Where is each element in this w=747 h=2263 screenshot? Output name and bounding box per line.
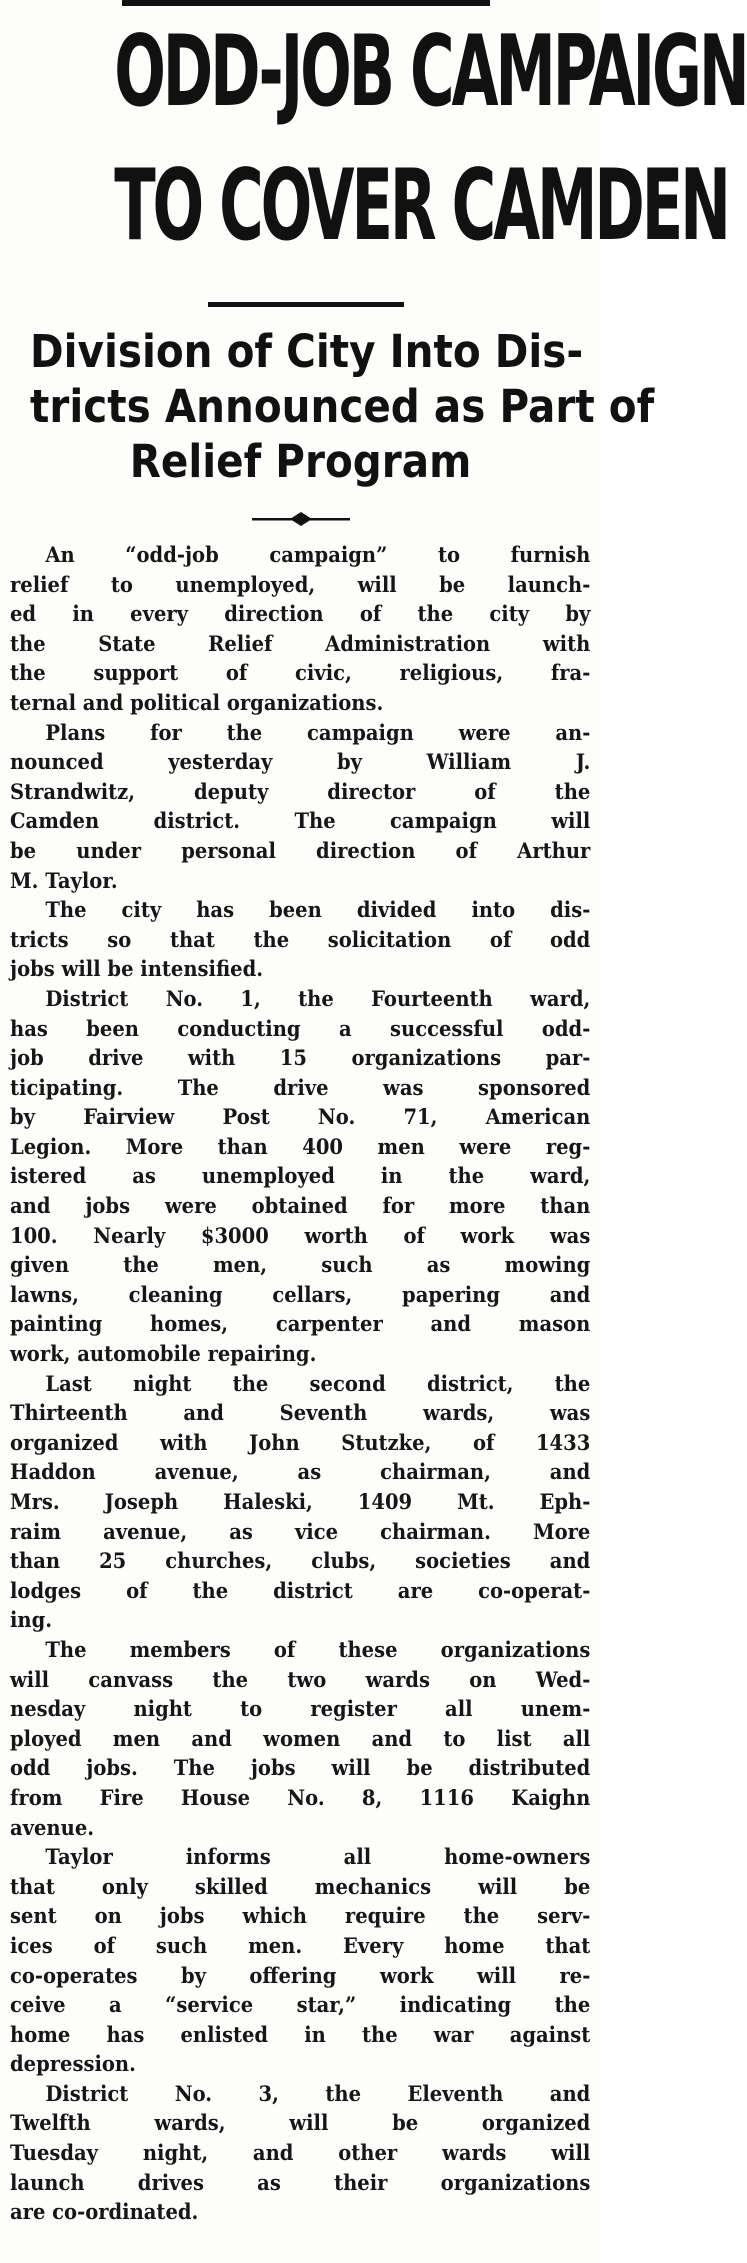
article-line: lodges of the district are co-operat- <box>10 1577 591 1603</box>
article-line: ployed men and women and to list all <box>10 1725 591 1751</box>
article-line: The city has been divided into dis- <box>45 897 591 923</box>
article-paragraph <box>10 1635 590 1842</box>
article-paragraph <box>10 1369 590 1635</box>
headline-divider-rule <box>208 302 404 307</box>
article-line: Strandwitz, deputy director of the <box>10 778 591 804</box>
article-line: than 25 churches, clubs, societies and <box>10 1548 591 1574</box>
headline-line-1: ODD-JOB CAMPAIGN <box>114 15 747 129</box>
article-line: depression. <box>10 2051 136 2077</box>
article-line: The members of these organizations <box>45 1636 591 1662</box>
article-line: istered as unemployed in the ward, <box>10 1163 591 1189</box>
article-line: relief to unemployed, will be launch- <box>10 571 591 597</box>
article-line: ing. <box>10 1607 53 1633</box>
article-line: avenue. <box>10 1814 95 1840</box>
article-line: 100. Nearly $3000 worth of work was <box>10 1222 591 1248</box>
article-line: Mrs. Joseph Haleski, 1409 Mt. Eph- <box>10 1489 591 1514</box>
article-line: Legion. More than 400 men were reg- <box>10 1133 591 1159</box>
article-line: the State Relief Administration with <box>10 630 591 656</box>
article-line: from Fire House No. 8, 1116 Kaighn <box>10 1784 591 1810</box>
headline-line-2: TO COVER CAMDEN <box>114 149 728 263</box>
article-paragraph <box>10 718 590 896</box>
article-line: co-operates by offering work will re- <box>10 1962 591 1988</box>
article-line: ticipating. The drive was sponsored <box>10 1074 591 1100</box>
article-paragraph <box>10 984 590 1369</box>
article-line: ternal and political organizations. <box>10 689 384 715</box>
article-paragraph <box>10 1842 590 2079</box>
article-line: organized with John Stutzke, of 1433 <box>10 1429 591 1455</box>
article-line: ceive a “service star,” indicating the <box>10 1992 591 2018</box>
article-line: Taylor informs all home-owners <box>45 1844 591 1870</box>
article-line: are co-ordinated. <box>10 2199 199 2225</box>
article-line: Camden district. The campaign will <box>10 808 591 834</box>
article-line: that only skilled mechanics will be <box>10 1873 591 1899</box>
article-line: home has enlisted in the war against <box>10 2021 591 2047</box>
top-rule <box>122 0 490 6</box>
article-line: the support of civic, religious, fra- <box>10 660 591 686</box>
article-line: Tuesday night, and other wards will <box>10 2140 591 2166</box>
article-line: lawns, cleaning cellars, papering and <box>10 1281 591 1307</box>
article-line: M. Taylor. <box>10 867 118 893</box>
article-line: nounced yesterday by William J. <box>10 749 591 775</box>
article-line: odd jobs. The jobs will be distributed <box>10 1755 591 1781</box>
article-line: Plans for the campaign were an- <box>45 719 591 745</box>
article-line: work, automobile repairing. <box>10 1341 317 1367</box>
subheadline <box>0 324 655 489</box>
subheadline-line-3: Relief Program <box>129 435 472 488</box>
subheadline-line-1: Division of City Into Dis- <box>30 325 584 378</box>
article-line: launch drives as their organizations <box>10 2169 591 2195</box>
article-line: ed in every direction of the city by <box>10 601 591 627</box>
article-line: District No. 3, the Eleventh and <box>45 2080 591 2106</box>
article-line: given the men, such as mowing <box>10 1252 591 1278</box>
article-line: by Fairview Post No. 71, American <box>10 1104 591 1130</box>
dash-diamond-ornament-icon <box>252 512 350 526</box>
article-line: and jobs were obtained for more than <box>10 1193 591 1219</box>
article-line: jobs will be intensified. <box>10 956 264 982</box>
article-paragraph <box>10 540 590 718</box>
article-line: sent on jobs which require the serv- <box>10 1903 591 1929</box>
article-body <box>10 540 590 2227</box>
subheadline-line-2: tricts Announced as Part of <box>30 380 655 433</box>
article-line: will canvass the two wards on Wed- <box>10 1666 591 1692</box>
article-line: has been conducting a successful odd- <box>10 1015 591 1041</box>
article-line: Thirteenth and Seventh wards, was <box>10 1400 591 1426</box>
article-paragraph <box>10 2079 590 2227</box>
article-line: be under personal direction of Arthur <box>10 837 591 863</box>
article-paragraph <box>10 895 590 984</box>
article-line: An “odd-job campaign” to furnish <box>45 542 591 567</box>
article-line: raim avenue, as vice chairman. More <box>10 1518 591 1544</box>
article-line: job drive with 15 organizations par- <box>10 1045 591 1071</box>
article-line: Twelfth wards, will be organized <box>10 2110 591 2136</box>
article-line: Last night the second district, the <box>45 1370 591 1396</box>
article-line: Haddon avenue, as chairman, and <box>10 1459 591 1485</box>
article-line: nesday night to register all unem- <box>10 1696 591 1722</box>
article-line: painting homes, carpenter and mason <box>10 1311 591 1337</box>
article-line: tricts so that the solicitation of odd <box>10 926 591 952</box>
article-line: District No. 1, the Fourteenth ward, <box>45 985 591 1011</box>
article-line: ices of such men. Every home that <box>10 1932 591 1958</box>
